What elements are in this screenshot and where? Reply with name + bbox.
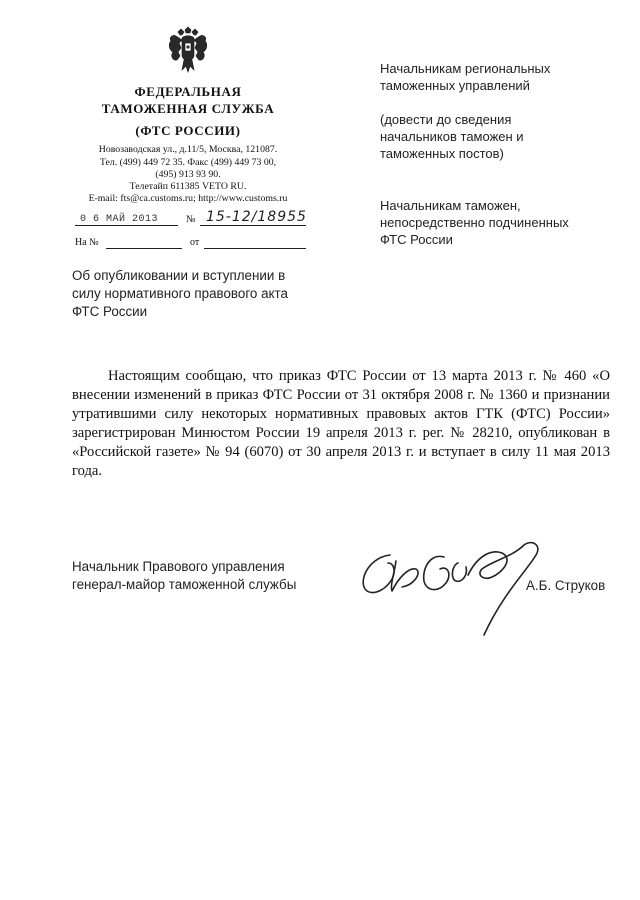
addressee-primary-line-1: Начальникам региональных xyxy=(380,61,551,76)
addressee-note-line-2: начальников таможен и xyxy=(380,129,524,144)
ref-number-label: На № xyxy=(75,237,99,248)
subject-line-3: ФТС России xyxy=(72,304,148,319)
ref-from-label: от xyxy=(190,237,200,248)
subject-line-1: Об опубликовании и вступлении в xyxy=(72,268,286,283)
address-line-5: E-mail: fts@ca.customs.ru; http://www.customs.ru xyxy=(88,193,288,204)
address-line-1: Новозаводская ул., д.11/5, Москва, 121087. xyxy=(98,144,278,155)
subject-line-2: силу нормативного правового акта xyxy=(72,286,288,301)
registration-date: 0 6 МАЙ 2013 xyxy=(80,214,159,225)
org-name-line-1: ФЕДЕРАЛЬНАЯ xyxy=(134,84,242,99)
signatory-name: А.Б. Струков xyxy=(526,578,606,593)
ref-number-field xyxy=(106,236,182,249)
addressee-primary-line-2: таможенных управлений xyxy=(380,78,530,93)
address-line-2: Тел. (499) 449 72 35. Факс (499) 449 73 00, xyxy=(99,157,277,168)
addressee-secondary-line-3: ФТС России xyxy=(380,232,453,247)
addressee-secondary-line-1: Начальникам таможен, xyxy=(380,198,521,213)
double-headed-eagle-icon xyxy=(166,26,210,74)
address-line-4: Телетайп 611385 VETO RU. xyxy=(129,181,247,192)
number-underline xyxy=(200,213,306,226)
addressee-note-line-1: (довести до сведения xyxy=(380,112,512,127)
address-line-3: (495) 913 93 90. xyxy=(155,169,221,180)
signatory-title-line-2: генерал-майор таможенной службы xyxy=(72,577,297,592)
date-underline xyxy=(75,213,178,226)
org-name-line-2: ТАМОЖЕННАЯ СЛУЖБА xyxy=(101,101,275,116)
addressee-note-line-3: таможенных постов) xyxy=(380,146,504,161)
registration-number: 15-12/18955 xyxy=(206,209,307,225)
addressee-secondary-line-2: непосредственно подчиненных xyxy=(380,215,569,230)
subject xyxy=(72,267,332,321)
ref-date-field xyxy=(204,236,306,249)
org-name-line-3: (ФТС РОССИИ) xyxy=(135,123,241,138)
number-label: № xyxy=(186,214,196,225)
body-paragraph: Настоящим сообщаю, что приказ ФТС России от 13 марта 2013 г. № 460 «О внесении изменений в приказ ФТС России от 31 октября 2008 г. № 1360 и признании утратившими силу некоторых нормативных правовых актов ГТК (ФТС) России» зарегистрирован Минюстом России 19 апреля 2013 г. рег. № 28210, опубликован в «Российской газете» № 94 (6070) от 30 апреля 2013 г. и вступает в силу 11 мая 2013 года. xyxy=(72,368,610,479)
signatory-title-line-1: Начальник Правового управления xyxy=(72,559,285,574)
